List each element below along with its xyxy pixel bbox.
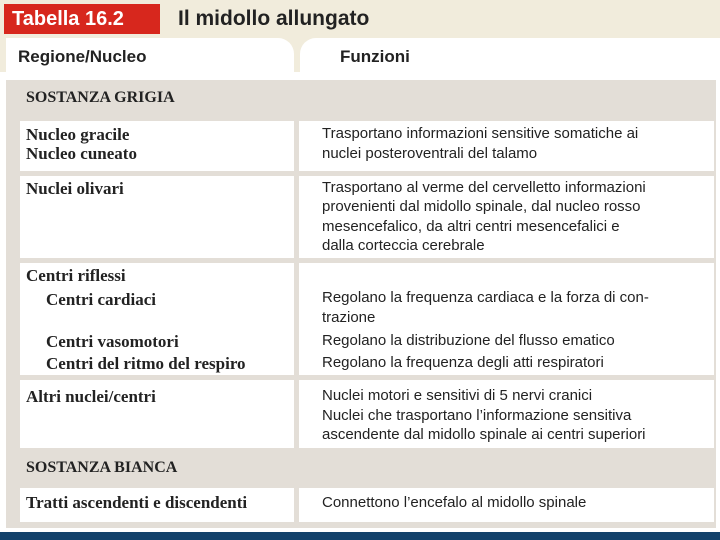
function-text: Regolano la distribuzione del flusso ematico	[322, 332, 615, 349]
section-heading-grey-matter: SOSTANZA GRIGIA	[8, 86, 712, 116]
column-header-function: Funzioni	[340, 47, 410, 66]
column-header-region: Regione/Nucleo	[18, 47, 147, 66]
region-cell	[20, 121, 294, 171]
function-cell	[299, 263, 714, 375]
region-text: Centri vasomotori	[46, 332, 179, 351]
function-text: trazione	[322, 309, 376, 326]
function-text: dalla corteccia cerebrale	[322, 237, 485, 254]
function-text: Regolano la frequenza cardiaca e la forza di con-	[322, 289, 649, 306]
function-text: Trasportano al verme del cervelletto informazioni	[322, 179, 646, 196]
function-text: nuclei posteroventrali del talamo	[322, 145, 538, 162]
function-text: ascendente dal midollo spinale ai centri superiori	[322, 426, 646, 443]
function-text: Trasportano informazioni sensitive somatiche ai	[322, 125, 639, 142]
region-cell	[20, 488, 294, 522]
function-cell	[299, 488, 714, 522]
table-number-badge: Tabella 16.2	[4, 4, 160, 34]
function-text: Connettono l’encefalo al midollo spinale	[322, 494, 587, 511]
region-cell	[20, 380, 294, 448]
region-text: Centri del ritmo del respiro	[46, 354, 246, 373]
region-text: Nucleo cuneato	[26, 144, 137, 163]
region-text: Centri riflessi	[26, 266, 126, 285]
function-cell	[299, 380, 714, 448]
function-cell	[299, 176, 714, 258]
function-text: Regolano la frequenza degli atti respiratori	[322, 354, 604, 371]
section-heading-white-matter: SOSTANZA BIANCA	[8, 455, 712, 483]
region-cell	[20, 263, 294, 375]
region-text: Tratti ascendenti e discendenti	[26, 493, 248, 512]
table-title: Il midollo allungato	[178, 7, 370, 30]
region-cell	[20, 176, 294, 258]
region-text: Centri cardiaci	[46, 290, 156, 309]
footer-bar	[0, 532, 720, 540]
region-text: Nucleo gracile	[26, 125, 130, 144]
function-text: mesencefalico, da altri centri mesencefalici e	[322, 218, 620, 235]
function-text: provenienti dal midollo spinale, dal nucleo rosso	[322, 198, 641, 215]
function-text: Nuclei che trasportano l’informazione sensitiva	[322, 407, 632, 424]
function-cell	[299, 121, 714, 171]
function-text: Nuclei motori e sensitivi di 5 nervi cranici	[322, 387, 593, 404]
region-text: Nuclei olivari	[26, 179, 124, 198]
region-text: Altri nuclei/centri	[26, 387, 156, 406]
